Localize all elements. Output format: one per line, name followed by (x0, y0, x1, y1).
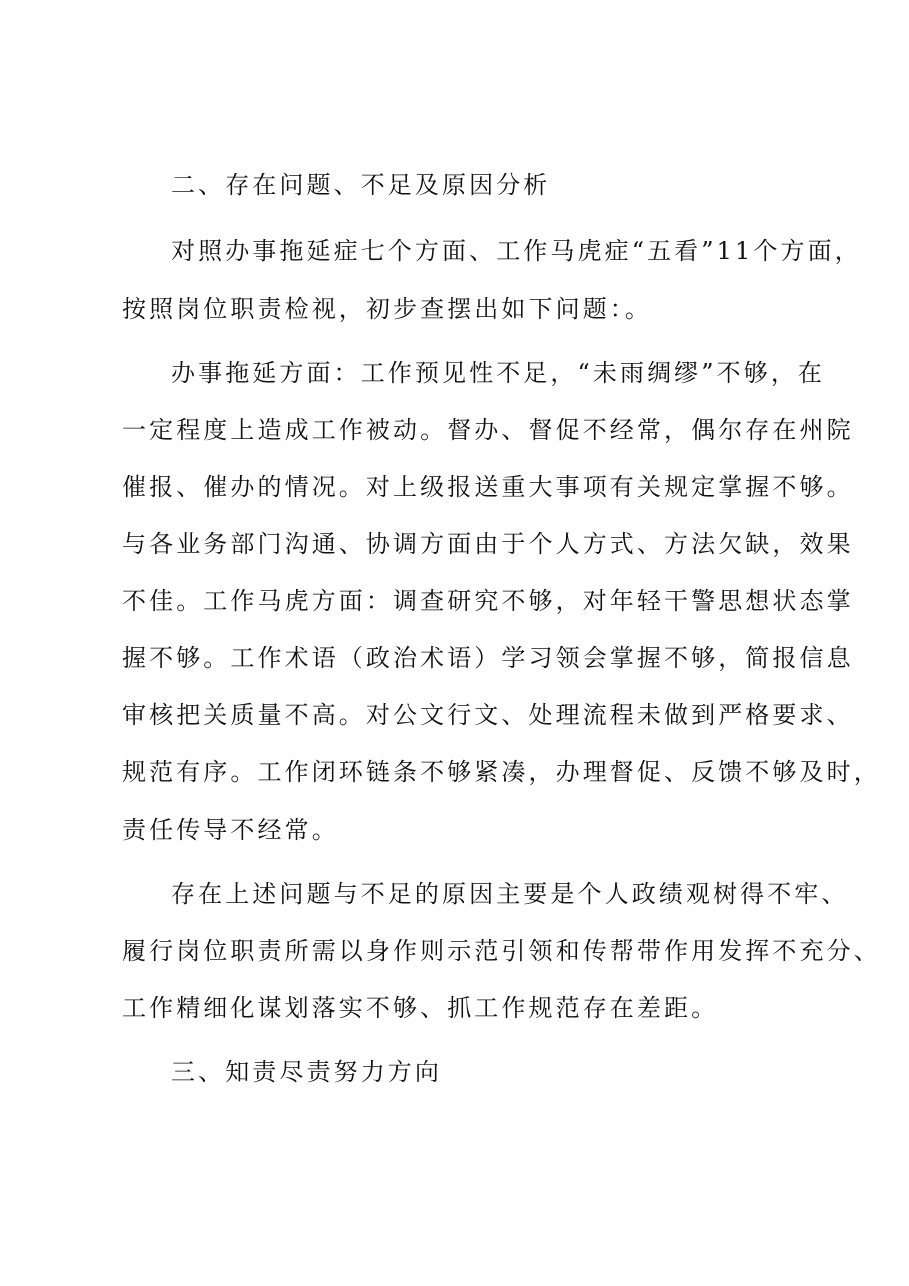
section-heading-direction: 三、知责尽责努力方向 (171, 1058, 442, 1086)
paragraph-issues-line-1: 办事拖延方面：工作预见性不足，“未雨绸缪”不够，在 (171, 359, 826, 387)
paragraph-causes-line-1: 存在上述问题与不足的原因主要是个人政绩观树得不牢、 (171, 880, 849, 908)
paragraph-causes-line-2: 履行岗位职责所需以身作则示范引领和传帮带作用发挥不充分、 (122, 937, 881, 965)
paragraph-issues-line-6: 握不够。工作术语（政治术语）学习领会掌握不够，简报信息 (122, 644, 854, 672)
section-heading-problems: 二、存在问题、不足及原因分析 (171, 171, 551, 199)
paragraph-issues-line-5: 不佳。工作马虎方面：调查研究不够，对年轻干警思想状态掌 (122, 587, 854, 615)
paragraph-intro-line-1: 对照办事拖延症七个方面、工作马虎症“五看”11个方面， (171, 237, 862, 265)
paragraph-issues-line-8: 规范有序。工作闭环链条不够紧凑，办理督促、反馈不够及时， (122, 758, 881, 786)
paragraph-issues-line-3: 催报、催办的情况。对上级报送重大事项有关规定掌握不够。 (122, 473, 854, 501)
paragraph-issues-line-2: 一定程度上造成工作被动。督办、督促不经常，偶尔存在州院 (122, 416, 854, 444)
paragraph-issues-line-7: 审核把关质量不高。对公文行文、处理流程未做到严格要求、 (122, 701, 854, 729)
paragraph-intro-line-2: 按照岗位职责检视，初步查摆出如下问题：。 (122, 295, 652, 323)
paragraph-issues-line-9: 责任传导不经常。 (122, 816, 339, 844)
paragraph-causes-line-3: 工作精细化谋划落实不够、抓工作规范存在差距。 (122, 994, 719, 1022)
paragraph-issues-line-4: 与各业务部门沟通、协调方面由于个人方式、方法欠缺，效果 (122, 530, 854, 558)
